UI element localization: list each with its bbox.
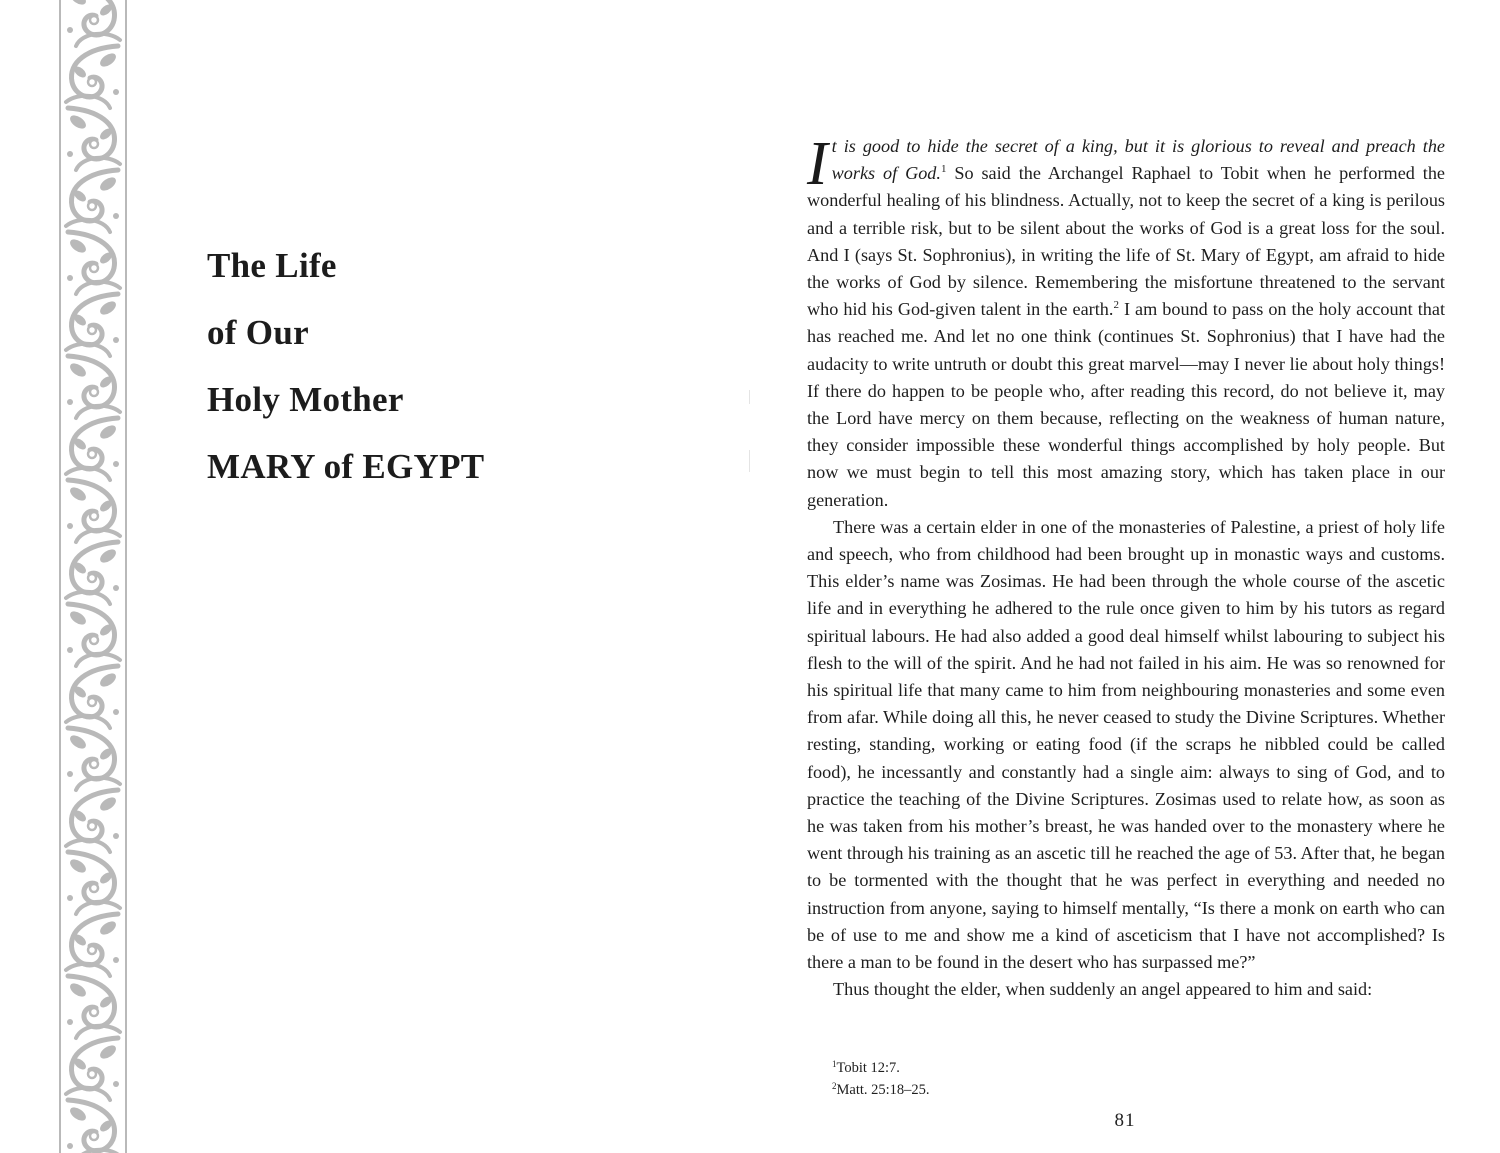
chapter-title xyxy=(207,232,627,500)
footnote-ref-1[interactable]: 1 xyxy=(940,163,947,176)
footnote-text: Matt. 25:18–25. xyxy=(836,1082,930,1098)
opening-quote: t is good to hide the secret of a king, but it is glorious to reveal and preach the works of God. xyxy=(831,136,1445,184)
paragraph-1-text-b: I am bound to pass on the holy account that has reached me. And let no one think (continues St. Sophronius) that I have had the audacity to write untruth or doubt this great marvel—may I never lie about holy things! If there do happen to be people who, after reading this record, do not believe it, may the Lord have mercy on them because, reflecting on the weakness of human nature, they consider impossible these wonderful things accomplished by holy people. But now we must begin to tell this most amazing story, which has taken place in our generation. xyxy=(807,299,1446,510)
footnote-text: Tobit 12:7. xyxy=(836,1060,900,1076)
title-line-3: Holy Mother xyxy=(207,380,404,419)
title-line-1: The Life xyxy=(207,246,337,285)
paragraph-2: There was a certain elder in one of the monasteries of Palestine, a priest of holy life and speech, who from childhood had been brought up in monastic ways and customs. This elder’s name was Zosimas. He had been through the whole course of the ascetic life and in everything he adhered to the rule once given to him by his tutors as regard spiritual labours. He had also added a good deal himself whilst labouring to subject his flesh to the will of the spirit. And he had not failed in his aim. He was so renowned for his spiritual life that many came to him from neighbouring monasteries and some even from afar. While doing all this, he never ceased to study the Divine Scriptures. Whether resting, standing, working or eating food (if the scraps he nibbled could be called food), he incessantly and constantly had a single aim: always to sing of God, and to practice the teaching of the Divine Scriptures. Zosimas used to relate how, as soon as he was taken from his mother’s breast, he was handed over to the monastery where he went through his training as an ascetic till he reached the age of 53. After that, he began to be tormented with the thought that he was perfect in everything and needed no instruction from anyone, saying to himself mentally, “Is there a monk on earth who can be of use to me and show me a kind of asceticism that I have not accomplished? Is there a man to be found in the desert who has surpassed me?” xyxy=(807,516,1445,973)
title-line-2: of Our xyxy=(207,313,309,352)
footnote-number: 2 xyxy=(832,1081,837,1091)
page-number: 81 xyxy=(1114,1110,1136,1131)
right-page xyxy=(750,0,1500,1153)
paragraph-1 xyxy=(807,130,1446,514)
paragraph-3: Thus thought the elder, when suddenly an angel appeared to him and said: xyxy=(833,979,1373,1000)
paragraph-1-text-a: So said the Archangel Raphael to Tobit when he performed the wonderful healing of his blindness. Actually, not to keep the secret of a king is perilous and a terrible risk, but to be silent about the works of God is a great loss for the soul. And I (says St. Sophronius), in writing the life of St. Mary of Egypt, am afraid to hide the works of God by silence. Remembering the misfortune threatened to the servant who hid his God-given talent in the earth. xyxy=(807,163,1446,320)
footnote-2 xyxy=(832,1079,1332,1101)
drop-cap: I xyxy=(807,130,828,198)
footnote-number: 1 xyxy=(832,1059,837,1069)
body-text xyxy=(807,130,1446,1004)
title-line-4: MARY of EGYPT xyxy=(207,447,485,486)
footnotes xyxy=(832,1057,1332,1101)
footnote-1 xyxy=(832,1057,1332,1079)
footnote-ref-2[interactable]: 2 xyxy=(1113,299,1119,312)
floral-scroll-border-icon xyxy=(58,0,128,1153)
